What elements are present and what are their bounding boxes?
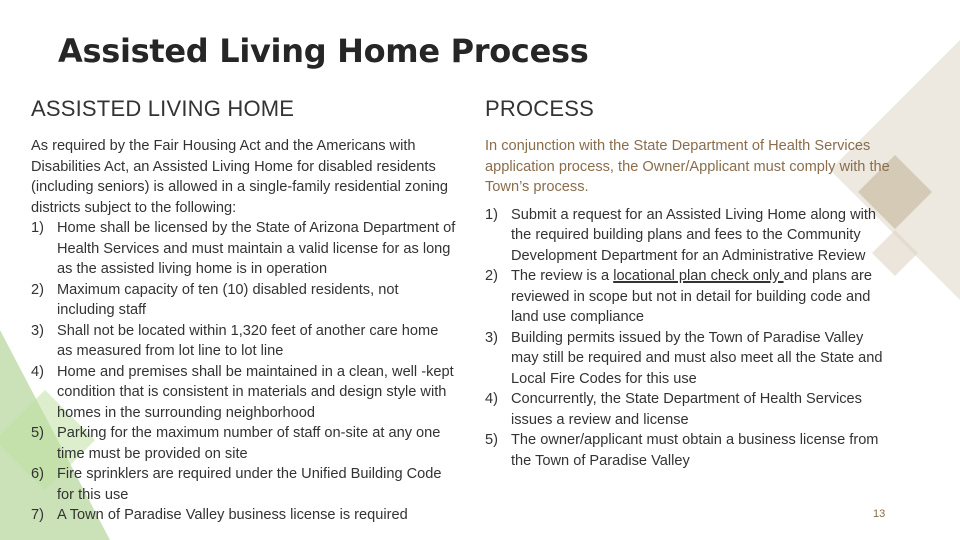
list-item-text: Concurrently, the State Department of Health Services issues a review and license (511, 391, 862, 428)
list-item (485, 430, 890, 471)
requirements-list (31, 218, 456, 526)
list-item (31, 362, 456, 424)
list-item-number: 3) (31, 322, 44, 339)
list-item (31, 218, 456, 280)
list-item-number: 5) (31, 425, 44, 441)
left-column-heading: ASSISTED LIVING HOME (31, 96, 295, 121)
list-item (31, 280, 456, 321)
underlined-emphasis: locational plan check only (613, 268, 784, 284)
list-item (485, 266, 890, 328)
list-item-text: Home shall be licensed by the State of Arizona Department of Health Services and must maintain a valid license for as long as the assisted living home is in operation (57, 220, 456, 277)
right-column-heading: PROCESS (485, 96, 594, 121)
list-item-text: Maximum capacity of ten (10) disabled residents, not including staff (57, 281, 399, 318)
list-item-number: 4) (31, 363, 44, 380)
list-item (485, 389, 890, 430)
list-item-text: Home and premises shall be maintained in a clean, well -kept condition that is consistent in materials and design style with homes in the surrounding neighborhood (57, 363, 454, 421)
left-intro-text: As required by the Fair Housing Act and the Americans with Disabilities Act, an Assisted Living Home for disabled residents (including seniors) is allowed in a single-family residential zoning districts subject to the following: (31, 138, 448, 216)
list-item-text: Building permits issued by the Town of Paradise Valley may still be required and must also meet all the State and Local Fire Codes for this use (511, 329, 883, 387)
list-item (31, 423, 456, 464)
process-column (485, 96, 890, 471)
list-item-text: Fire sprinklers are required under the Unified Building Code for this use (57, 466, 442, 503)
list-item-number: 7) (31, 507, 44, 523)
list-item-text: Shall not be located within 1,320 feet of another care home as measured from lot line to lot line (57, 322, 439, 359)
list-item-text: The owner/applicant must obtain a business license from the Town of Paradise Valley (511, 432, 879, 469)
list-item (31, 505, 456, 526)
list-item-number: 4) (485, 391, 498, 407)
list-item-text-before: The review is a (511, 268, 614, 284)
list-item (31, 321, 456, 362)
list-item-text-after: and plans are reviewed in scope but not in detail for building code and land use compliance (511, 268, 873, 325)
right-intro-text: In conjunction with the State Department of Health Services application process, the Owner/Applicant must comply with the Town’s process. (485, 138, 890, 195)
list-item (31, 464, 456, 505)
list-item-number: 5) (485, 432, 498, 448)
list-item (485, 328, 890, 390)
assisted-living-home-column (31, 96, 456, 526)
list-item-number: 1) (31, 220, 44, 236)
list-item-number: 2) (31, 281, 44, 298)
list-item-text: Parking for the maximum number of staff on-site at any one time must be provided on site (57, 425, 441, 462)
list-item-number: 3) (485, 329, 498, 346)
slide-title: Assisted Living Home Process (58, 32, 589, 70)
list-item-number: 2) (485, 268, 498, 284)
list-item-number: 1) (485, 206, 498, 223)
list-item-text: Submit a request for an Assisted Living Home along with the required building plans and fees to the Community Development Department for an Administrative Review (511, 206, 877, 264)
process-steps-list (485, 205, 890, 472)
page-number: 13 (873, 508, 886, 520)
list-item-text: A Town of Paradise Valley business license is required (57, 507, 408, 523)
list-item (485, 205, 890, 267)
list-item-number: 6) (31, 466, 44, 482)
